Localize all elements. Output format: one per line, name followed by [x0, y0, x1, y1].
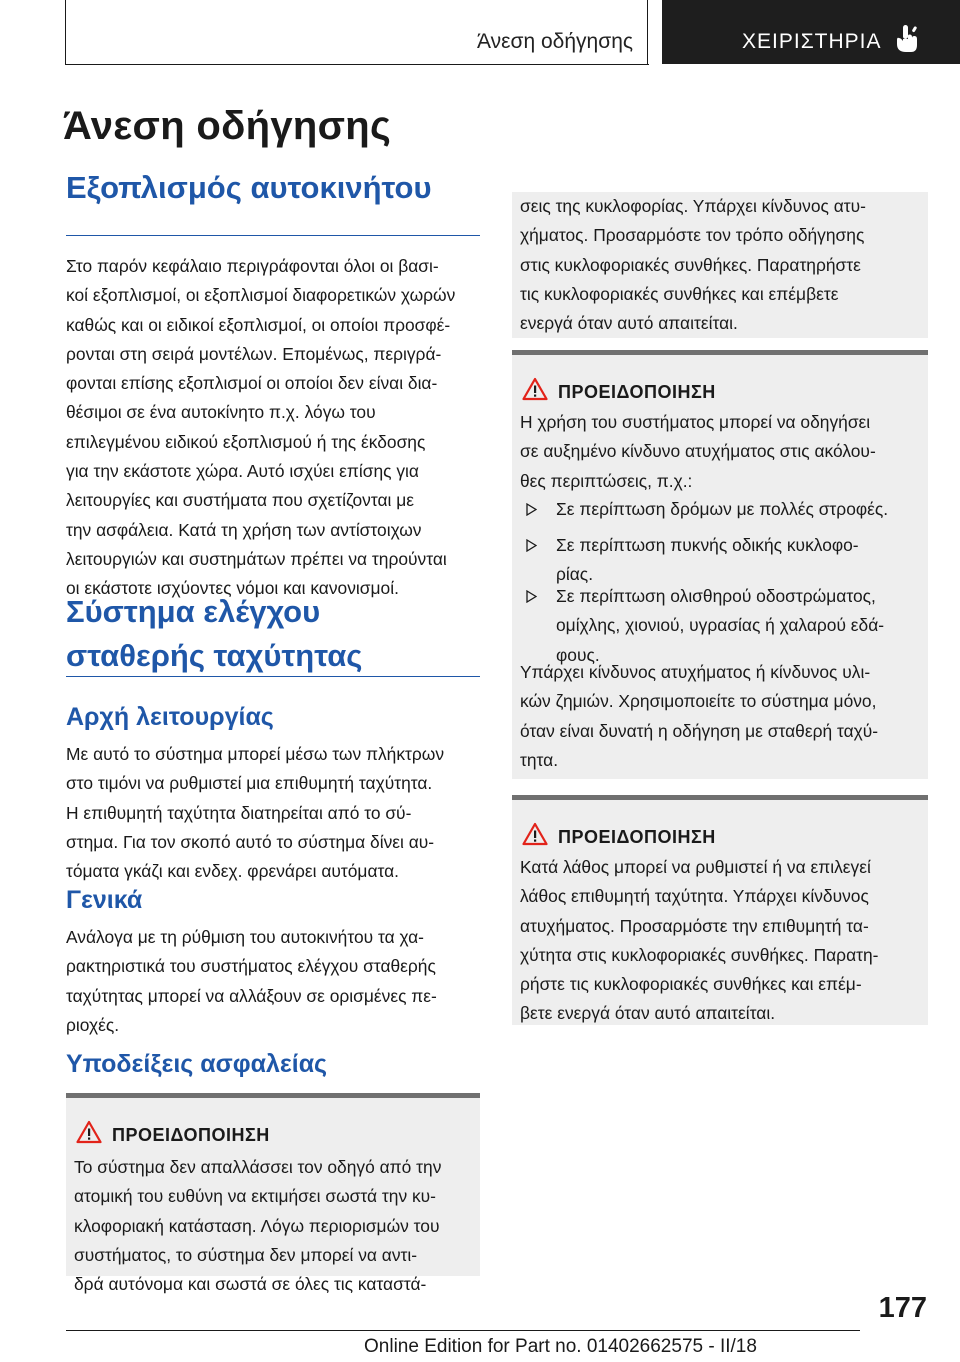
text-line: καθώς και οι ειδικοί εξοπλισμοί, οι οποίοι προσφέ‐ [66, 314, 451, 335]
text-line: Ανάλογα με τη ρύθμιση του αυτοκινήτου τα χα‐ [66, 927, 424, 947]
text-line: ταχύτητας μπορεί να αλλάξουν σε ορισμένες πε‐ [66, 985, 437, 1006]
triangle-bullet-icon [526, 503, 537, 516]
list-item-text [556, 495, 888, 524]
text-line: για την εκάστοτε χώρα. Αυτό ισχύει επίσης για [66, 461, 419, 482]
page-title: Άνεση οδήγησης [63, 104, 392, 148]
list-item-text [556, 531, 859, 590]
text-line: ρακτηριστικά του συστήματος ελέγχου σταθερής [66, 956, 436, 977]
warning-triangle-icon [76, 1120, 102, 1144]
text-line: τόματα γκάζι και ενδεχ. φρενάρει αυτόματα. [66, 861, 400, 882]
text-line: Σε περίπτωση πυκνής οδικής κυκλοφο‐ [556, 535, 859, 555]
text-line: φους. [556, 644, 600, 665]
text-line: κών ζημιών. Χρησιμοποιείτε το σύστημα μόνο, [520, 691, 877, 712]
text-line: Σε περίπτωση ολισθηρού οδοστρώματος, [556, 586, 876, 606]
text-line: θέσιμοι σε ένα αυτοκίνητο π.χ. λόγω του [66, 402, 376, 423]
warning-title: ΠΡΟΕΙΔΟΠΟΙΗΣΗ [112, 1125, 270, 1145]
text-line: Κατά λάθος μπορεί να ρυθμιστεί ή να επιλεγεί [520, 857, 871, 877]
warning-intro [520, 408, 876, 496]
text-line: χήματος. Προσαρμόστε τον τρόπο οδήγησης [520, 225, 865, 246]
warning-box-2 [512, 355, 928, 779]
subheading-general: Γενικά [66, 886, 143, 914]
text-line: όταν είναι δυνατή η οδήγηση με σταθερή ταχύ‐ [520, 720, 879, 741]
text-line: στο τιμόνι να ρυθμιστεί μια επιθυμητή ταχύτητα. [66, 773, 433, 794]
heading-line: σταθερής ταχύτητας [66, 638, 363, 673]
subheading-principle: Αρχή λειτουργίας [66, 703, 274, 731]
text-line: σεις της κυκλοφορίας. Υπάρχει κίνδυνος ατυ‐ [520, 196, 866, 216]
header-chapter-label: ΧΕΙΡΙΣΤΗΡΙΑ [742, 30, 882, 53]
section-heading-cruise-control [66, 590, 480, 678]
text-line: ρήστε τις κυκλοφοριακές συνθήκες και επέμ‐ [520, 974, 862, 995]
text-line: λειτουργιών και συστημάτων πρέπει να τηρούνται [66, 548, 447, 569]
text-line: οι εκάστοτε ισχύοντες νόμοι και κανονισμοί. [66, 578, 399, 599]
text-line: Σε περίπτωση δρόμων με πολλές στροφές. [556, 499, 889, 519]
header-section [66, 0, 648, 64]
text-line: ατυχήματος. Προσαρμόστε την επιθυμητή τα‐ [520, 915, 869, 936]
text-line: κλοφοριακή κατάσταση. Λόγω περιορισμών του [74, 1215, 440, 1236]
warning-text [520, 853, 878, 1029]
text-line: Με αυτό το σύστημα μπορεί μέσω των πλήκτρων [66, 744, 445, 764]
warning-triangle-icon [522, 377, 548, 401]
warning-outro [520, 658, 878, 775]
text-line: τητα. [520, 749, 559, 770]
text-line: δρά αυτόνομα και σωστά σε όλες τις καταστά‐ [74, 1274, 427, 1295]
text-line: Η επιθυμητή ταχύτητα διατηρείται από το σύ‐ [66, 802, 412, 823]
warning-box-3 [512, 800, 928, 1025]
paragraph-principle [66, 740, 482, 886]
text-line: Η χρήση του συστήματος μπορεί να οδηγήσει [520, 412, 871, 432]
text-line: βετε ενεργά όταν αυτό απαιτείται. [520, 1003, 776, 1024]
text-line: φονται επίσης εξοπλισμοί οι οποίοι δεν είναι δια‐ [66, 373, 438, 394]
triangle-bullet-icon [526, 539, 537, 552]
text-line: στημα. Για τον σκοπό αυτό το σύστημα δίνει αυ‐ [66, 831, 435, 852]
text-line: θες περιπτώσεις, π.χ.: [520, 470, 693, 491]
warning-text [74, 1153, 441, 1299]
header-section-title: Άνεση οδήγησης [477, 30, 633, 53]
text-line: λειτουργίες και συστήματα που σχετίζονται με [66, 490, 414, 511]
text-line: ρίας. [556, 564, 594, 585]
section-rule [66, 676, 480, 677]
subheading-safety-notes: Υποδείξεις ασφαλείας [66, 1050, 328, 1078]
text-line: κοί εξοπλισμοί, οι εξοπλισμοί διαφορετικών χωρών [66, 285, 456, 306]
triangle-bullet-icon [526, 590, 537, 603]
text-line: ομίχλης, χιονιού, υγρασίας ή χαλαρού εδά‐ [556, 615, 885, 636]
warning-triangle-icon [522, 822, 548, 846]
text-line: ρονται στη σειρά μοντέλων. Επομένως, περιγρά‐ [66, 343, 442, 364]
text-line: λάθος επιθυμητή ταχύτητα. Υπάρχει κίνδυνος [520, 886, 869, 907]
heading-line: Σύστημα ελέγχου [66, 594, 321, 629]
text-line: επιλεγμένου ειδικού εξοπλισμού ή της έκδοσης [66, 431, 426, 452]
paragraph-vehicle-equipment [66, 252, 482, 604]
text-line: ατομική του ευθύνη να εκτιμήσει σωστά την κυ‐ [74, 1186, 436, 1207]
section-heading-vehicle-equipment: Εξοπλισμός αυτοκινήτου [66, 170, 432, 205]
warning-text [520, 192, 866, 338]
page-number: 177 [878, 1292, 927, 1324]
warning-box-1 [66, 1098, 480, 1295]
hand-pointer-icon [894, 24, 920, 54]
footer-edition: Online Edition for Part no. 01402662575 - II/18 [364, 1336, 757, 1357]
paragraph-general [66, 923, 482, 1040]
text-line: στις κυκλοφοριακές συνθήκες. Παρατηρήστε [520, 254, 861, 275]
header-bottom-rule [65, 64, 649, 65]
text-line: χύτητα στις κυκλοφοριακές συνθήκες. Παρατη‐ [520, 944, 879, 965]
text-line: ενεργά όταν αυτό απαιτείται. [520, 313, 738, 334]
text-line: τις κυκλοφοριακές συνθήκες και επέμβετε [520, 283, 839, 304]
warning-title: ΠΡΟΕΙΔΟΠΟΙΗΣΗ [558, 827, 716, 847]
list-item-text [556, 582, 884, 670]
text-line: σε αυξημένο κίνδυνο ατυχήματος στις ακόλου‐ [520, 441, 876, 462]
text-line: συστήματος, το σύστημα δεν μπορεί να αντι‐ [74, 1244, 418, 1265]
warning-box-1-continued [512, 192, 928, 338]
warning-title: ΠΡΟΕΙΔΟΠΟΙΗΣΗ [558, 382, 716, 402]
text-line: ριοχές. [66, 1014, 120, 1035]
section-rule [66, 235, 480, 236]
footer-rule [66, 1330, 860, 1331]
text-line: Στο παρόν κεφάλαιο περιγράφονται όλοι οι βασι‐ [66, 256, 439, 276]
text-line: Το σύστημα δεν απαλλάσσει τον οδηγό από την [74, 1157, 442, 1177]
text-line: την ασφάλεια. Κατά τη χρήση των αντίστοιχων [66, 519, 422, 540]
text-line: Υπάρχει κίνδυνος ατυχήματος ή κίνδυνος υλι‐ [520, 662, 871, 682]
